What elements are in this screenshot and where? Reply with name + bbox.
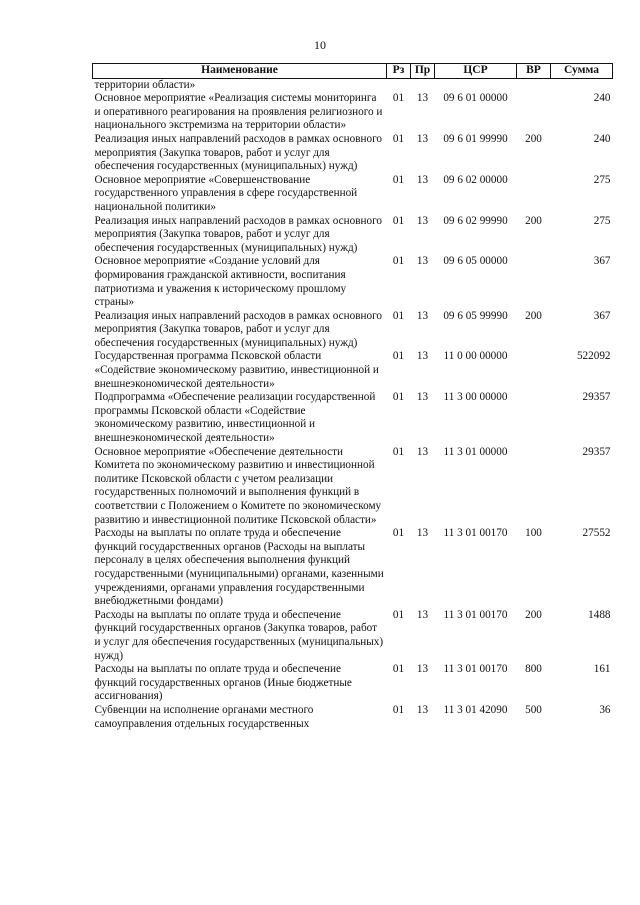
row-name: Основное мероприятие «Реализация системы мониторинга и оперативного реагирования на проявления религиозного и национального экстремизма на территории области» xyxy=(94,92,383,132)
row-sum: 367 xyxy=(593,255,611,268)
row-name: Расходы на выплаты по оплате труда и обеспечение функций государственных органов (Расходы на выплаты персоналу в целях обеспечения выполнения функций государственными (муниципальными) органами, казенными учреждениями, органами управления государственными внебюджетными фондами) xyxy=(94,527,384,608)
row-sum: 522092 xyxy=(576,350,611,363)
row-name: Реализация иных направлений расходов в рамках основного мероприятия (Закупка товаров, работ и услуг для обеспечения государственных (муниципальных) нужд) xyxy=(94,309,382,349)
row-pr: 13 xyxy=(416,350,429,363)
row-sum: 275 xyxy=(593,214,611,227)
row-sum: 29357 xyxy=(582,445,611,458)
row-name: территории области» xyxy=(94,78,196,91)
row-name: Реализация иных направлений расходов в рамках основного мероприятия (Закупка товаров, работ и услуг для обеспечения государственных (муниципальных) нужд) xyxy=(94,132,382,173)
row-csr: 09 6 02 00000 xyxy=(443,173,508,186)
row-pr: 13 xyxy=(416,173,429,186)
row-csr: 11 3 01 00170 xyxy=(443,663,508,676)
row-rz: 01 xyxy=(392,214,405,227)
table-row xyxy=(93,446,613,528)
header-pr: Пр xyxy=(411,64,435,79)
row-sum: 29357 xyxy=(582,391,611,404)
row-csr: 11 3 01 00170 xyxy=(443,608,508,621)
table-row xyxy=(93,663,613,704)
header-sum: Сумма xyxy=(551,64,613,79)
row-vr: 200 xyxy=(525,608,542,621)
row-rz: 01 xyxy=(392,92,405,105)
row-vr xyxy=(517,92,551,133)
row-vr: 200 xyxy=(525,214,542,227)
row-sum: 240 xyxy=(593,132,611,145)
row-csr: 09 6 05 99990 xyxy=(443,309,508,322)
row-rz: 01 xyxy=(392,703,405,716)
table-row xyxy=(93,133,613,174)
row-vr xyxy=(517,255,551,309)
header-csr: ЦСР xyxy=(435,64,517,79)
row-name: Субвенции на исполнение органами местного самоуправления отдельных государственных xyxy=(94,703,314,730)
row-pr: 13 xyxy=(416,255,429,268)
row-rz: 01 xyxy=(392,309,405,322)
table-row xyxy=(93,92,613,133)
row-rz: 01 xyxy=(392,255,405,268)
row-name: Расходы на выплаты по оплате труда и обеспечение функций государственных органов (Иные бюджетные ассигнования) xyxy=(94,663,352,703)
row-csr: 11 3 00 00000 xyxy=(443,391,508,404)
table-row xyxy=(93,704,613,731)
table-row-continuation xyxy=(93,78,613,92)
row-rz: 01 xyxy=(392,391,405,404)
row-rz: 01 xyxy=(392,350,405,363)
row-vr: 200 xyxy=(525,132,542,145)
row-vr: 500 xyxy=(525,703,542,716)
table-row xyxy=(93,255,613,309)
row-pr: 13 xyxy=(416,663,429,676)
row-sum: 367 xyxy=(593,309,611,322)
row-vr: 100 xyxy=(525,527,542,540)
row-pr: 13 xyxy=(416,608,429,621)
page-number: 10 xyxy=(314,38,326,52)
row-rz: 01 xyxy=(392,663,405,676)
row-sum: 27552 xyxy=(582,527,611,540)
table-row xyxy=(93,215,613,256)
row-name: Подпрограмма «Обеспечение реализации государственной программы Псковской области «Содействие экономическому развитию, инвестиционной и внешнеэкономической деятельности» xyxy=(94,391,376,445)
table-row xyxy=(93,527,613,609)
row-pr: 13 xyxy=(416,214,429,227)
budget-table xyxy=(92,63,613,731)
row-csr: 09 6 01 99990 xyxy=(443,132,508,145)
header-name: Наименование xyxy=(93,64,387,79)
row-pr: 13 xyxy=(416,391,429,404)
table-row xyxy=(93,350,613,391)
row-csr: 11 3 01 00170 xyxy=(443,527,508,540)
row-csr: 11 3 01 00000 xyxy=(443,445,508,458)
row-pr: 13 xyxy=(416,527,429,540)
row-rz: 01 xyxy=(392,527,405,540)
table-row xyxy=(93,310,613,351)
row-csr: 09 6 01 00000 xyxy=(443,92,508,105)
table-row xyxy=(93,174,613,215)
row-rz: 01 xyxy=(392,173,405,186)
row-csr: 09 6 05 00000 xyxy=(443,255,508,268)
table-header-row xyxy=(93,64,613,79)
row-csr: 11 3 01 42090 xyxy=(443,703,508,716)
row-name: Государственная программа Псковской области «Содействие экономическому развитию, инвестиционной и внешнеэкономической деятельности» xyxy=(94,350,379,390)
row-sum: 240 xyxy=(593,92,611,105)
row-name: Реализация иных направлений расходов в рамках основного мероприятия (Закупка товаров, работ и услуг для обеспечения государственных (муниципальных) нужд) xyxy=(94,214,382,254)
row-pr: 13 xyxy=(416,445,429,458)
row-pr: 13 xyxy=(416,309,429,322)
row-vr: 800 xyxy=(525,663,542,676)
row-vr xyxy=(517,350,551,391)
row-name: Расходы на выплаты по оплате труда и обеспечение функций государственных органов (Закупка товаров, работ и услуг для обеспечения государственных (муниципальных) нужд) xyxy=(94,608,384,662)
table-row xyxy=(93,391,613,445)
row-name: Основное мероприятие «Совершенствование государственного управления в сфере государственной национальной политики» xyxy=(94,173,358,213)
row-name: Основное мероприятие «Обеспечение деятельности Комитета по экономическому развитию и инвестиционной политике Псковской области с учетом реализации государственных полномочий и выполнения функций в соответствии с Положением о Комитете по экономическому развитию и инвестиционной политике Псковской области» xyxy=(94,445,382,526)
row-rz: 01 xyxy=(392,445,405,458)
row-pr: 13 xyxy=(416,703,429,716)
row-vr xyxy=(517,391,551,445)
row-pr: 13 xyxy=(416,92,429,105)
row-vr: 200 xyxy=(525,309,542,322)
row-sum: 161 xyxy=(593,663,611,676)
row-csr: 11 0 00 00000 xyxy=(443,350,508,363)
row-pr: 13 xyxy=(416,132,429,145)
row-rz: 01 xyxy=(392,132,405,145)
row-rz: 01 xyxy=(392,608,405,621)
row-csr: 09 6 02 99990 xyxy=(443,214,508,227)
row-vr xyxy=(517,446,551,528)
row-vr xyxy=(517,174,551,215)
row-sum: 1488 xyxy=(588,608,611,621)
row-name: Основное мероприятие «Создание условий для формирования гражданской активности, воспитания патриотизма и уважения к историческому прошлому страны» xyxy=(94,255,347,309)
header-vr: ВР xyxy=(517,64,551,79)
row-sum: 275 xyxy=(593,173,611,186)
row-sum: 36 xyxy=(599,703,611,716)
header-rz: Рз xyxy=(387,64,411,79)
table-row xyxy=(93,609,613,663)
